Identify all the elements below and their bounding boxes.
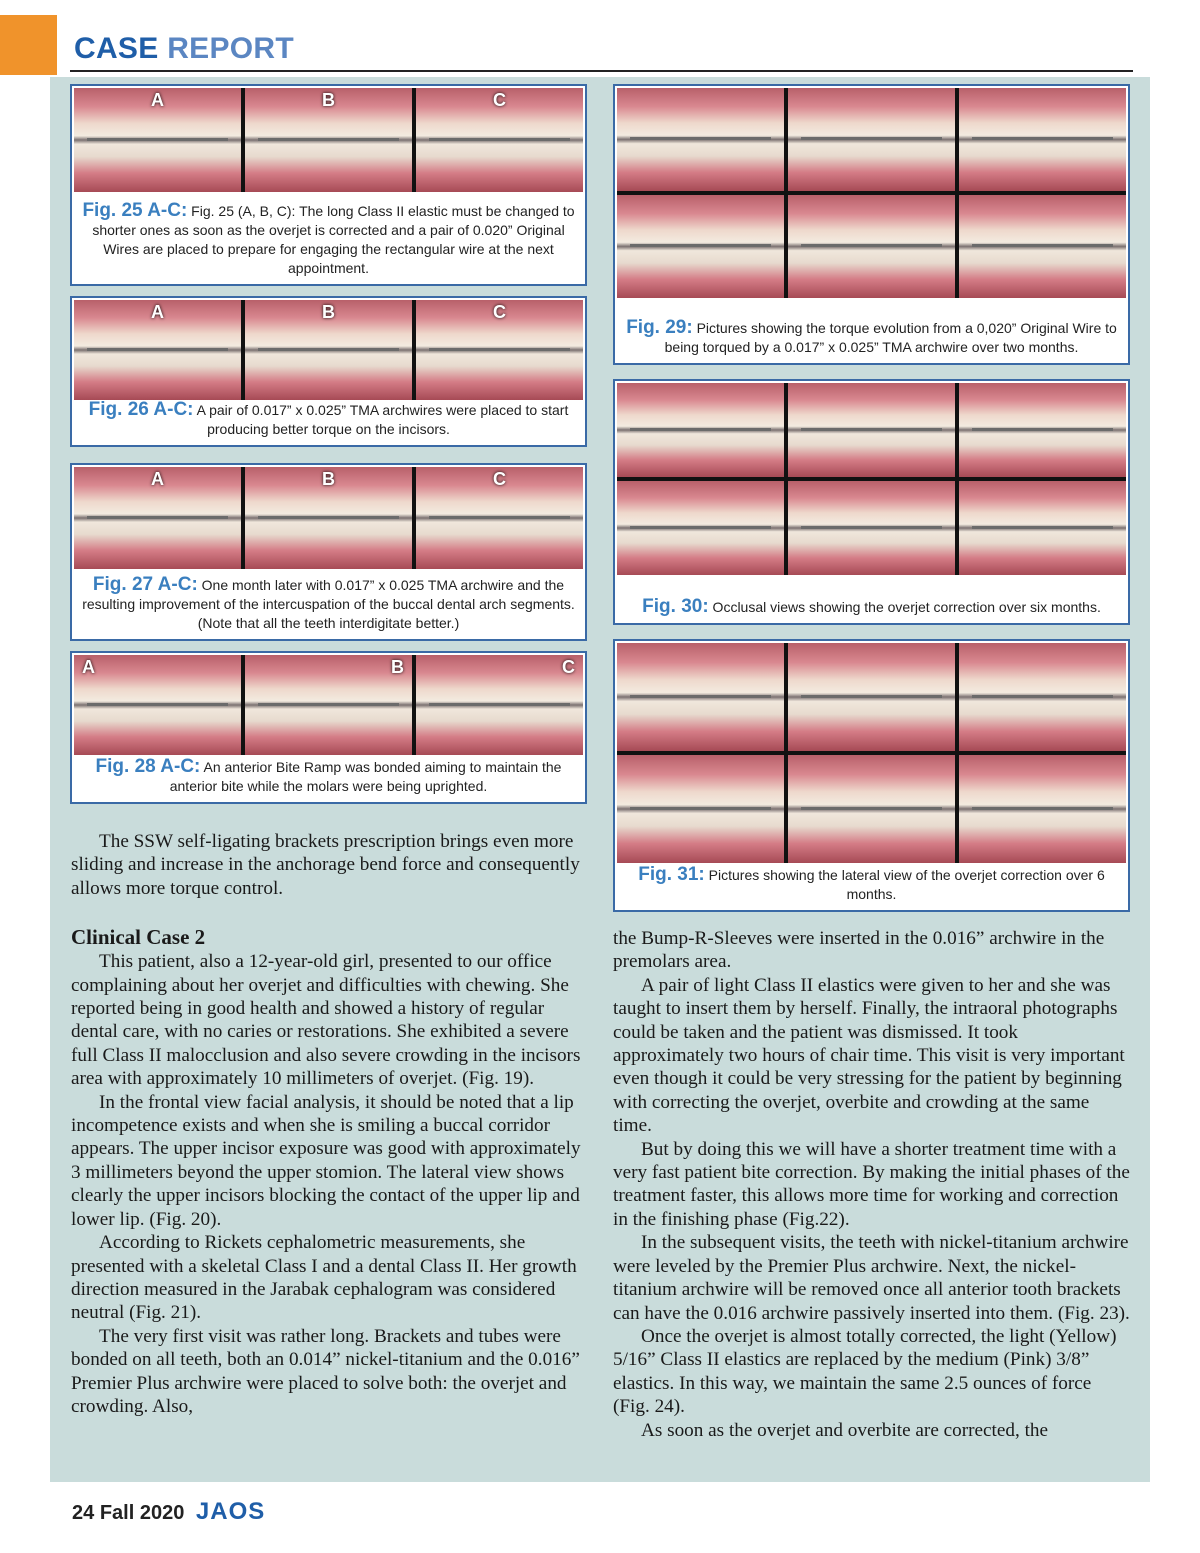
figure-28-photo-b (245, 655, 412, 755)
figure-25-photo-a (74, 88, 241, 192)
paragraph: The SSW self-ligating brackets prescription brings even more sliding and increase in the anchorage bend force and consequently allows more torque control. (71, 831, 580, 899)
figure-30-label: Fig. 30: (642, 596, 709, 617)
figure-31-photo (788, 643, 955, 751)
paragraph: In the frontal view facial analysis, it should be noted that a lip incompetence exists and when she is smiling a buccal corridor appears. The upper incisor exposure was good with approximately 3 millimeters beyond the upper stomion. The lateral view shows clearly the upper incisors blocking the contact of the upper lip and lower lip. (Fig. 20). (71, 1091, 581, 1230)
paragraph: According to Rickets cephalometric measurements, she presented with a skeletal Class I and a dental Class II. Her growth direction measured in the Jarabak cephalogram was considered neutral (Fig. 21). (71, 1232, 577, 1324)
paragraph: As soon as the overjet and overbite are corrected, the (641, 1419, 1049, 1441)
figure-31-photo (959, 643, 1126, 751)
figure-27-photos (74, 467, 583, 569)
figure-28-photo-a (74, 655, 241, 755)
figure-26-text: A pair of 0.017” x 0.025” TMA archwires were placed to start producing better torque on the incisors. (193, 402, 569, 437)
figure-30-photo (788, 481, 955, 575)
figure-28-caption (78, 757, 579, 796)
section-tab-marker (0, 15, 57, 75)
figure-28-photo-c (416, 655, 583, 755)
figure-27 (70, 463, 587, 641)
figure-29-caption (621, 318, 1122, 357)
figure-30-photo (959, 383, 1126, 477)
figure-26-caption (78, 400, 579, 439)
figure-26-photo-c (416, 300, 583, 400)
photo-label: B (322, 302, 335, 322)
right-column-text (613, 927, 1131, 1442)
figure-31-photo (617, 755, 784, 863)
figure-31-label: Fig. 31: (638, 864, 705, 885)
figure-25-label: Fig. 25 A-C: (82, 200, 188, 221)
figure-25-photo-b (245, 88, 412, 192)
figure-31-text: Pictures showing the lateral view of the overjet correction over 6 months. (704, 867, 1105, 902)
figure-25-text: Fig. 25 (A, B, C): The long Class II elastic must be changed to shorter ones as soon as the overjet is corrected and a pair of 0.020” Original Wires are placed to prepare for engaging the rectangular wire at the next appointment. (92, 203, 575, 276)
paragraph: In the subsequent visits, the teeth with nickel-titanium archwire were leveled by the Premier Plus archwire. Next, the nickel-titanium archwire will be removed once all anterior tooth brackets can have the 0.016 archwire passively inserted into them. (Fig. 23). (613, 1232, 1130, 1324)
photo-label: C (493, 469, 506, 489)
figure-26-label: Fig. 26 A-C: (88, 399, 194, 420)
figure-31-photo (617, 643, 784, 751)
paragraph: But by doing this we will have a shorter treatment time with a very fast patient bite correction. By making the initial phases of the treatment faster, this allows more time for working and correction in the finishing phase (Fig.22). (613, 1138, 1130, 1230)
figure-27-label: Fig. 27 A-C: (92, 574, 198, 595)
figure-31-photos (617, 643, 1126, 863)
section-heading: Clinical Case 2 (71, 925, 206, 950)
figure-25-photo-c (416, 88, 583, 192)
paragraph: A pair of light Class II elastics were given to her and she was taught to insert them by herself. Finally, the intraoral photographs could be taken and the patient was dismissed. It took approximately two hours of chair time. This visit is very important even though it could be very stressing for the patient by beginning with correcting the overjet, overbite and crowding at the same time. (613, 974, 1125, 1137)
page-number: 24 (72, 1502, 95, 1524)
photo-label: C (493, 90, 506, 110)
section-title-word1: CASE (74, 32, 159, 65)
figure-26-photos (74, 300, 583, 400)
figure-27-photo-c (416, 467, 583, 569)
paragraph: The very first visit was rather long. Brackets and tubes were bonded on all teeth, both an 0.014” nickel-titanium and the 0.016” Premier Plus archwire were placed to solve both: the overjet and crowding. Also, (71, 1325, 580, 1417)
photo-label: A (151, 90, 164, 110)
paragraph: This patient, also a 12-year-old girl, presented to our office complaining about her overjet and difficulties with chewing. She reported being in good health and showed a history of regular dental care, with no caries or restorations. She exhibited a severe full Class II malocclusion and also severe crowding in the incisors area with approximately 10 millimeters of overjet. (Fig. 19). (71, 951, 581, 1090)
paragraph: the Bump-R-Sleeves were inserted in the 0.016” archwire in the premolars area. (613, 928, 1105, 973)
figure-29-photo (959, 88, 1126, 191)
figure-25 (70, 84, 587, 286)
figure-31-photo (959, 755, 1126, 863)
page-footer (72, 1498, 265, 1526)
photo-label: A (151, 469, 164, 489)
figure-27-photo-a (74, 467, 241, 569)
figure-27-photo-b (245, 467, 412, 569)
figure-30-photo (788, 383, 955, 477)
figure-28-label: Fig. 28 A-C: (95, 756, 201, 777)
photo-label: C (562, 657, 575, 677)
figure-30-photo (959, 481, 1126, 575)
left-column-text (71, 830, 587, 1418)
figure-30-photo (617, 383, 784, 477)
figure-30-photo (617, 481, 784, 575)
photo-label: B (391, 657, 404, 677)
figure-27-text: One month later with 0.017” x 0.025 TMA archwire and the resulting improvement of the intercuspation of the buccal dental arch segments. (Note that all the teeth interdigitate better.) (82, 577, 575, 631)
figure-31 (613, 639, 1130, 912)
figure-29-photo (959, 195, 1126, 298)
figure-25-caption (78, 201, 579, 278)
figure-25-photos (74, 88, 583, 192)
photo-label: B (322, 90, 335, 110)
section-title (74, 32, 294, 66)
header-rule (70, 70, 1133, 72)
figure-30-caption (621, 597, 1122, 617)
issue-date: Fall 2020 (99, 1502, 185, 1524)
figure-29-photo (617, 195, 784, 298)
figure-31-photo (788, 755, 955, 863)
figure-26-photo-a (74, 300, 241, 400)
figure-29-photo (617, 88, 784, 191)
figure-26 (70, 296, 587, 447)
figure-28 (70, 651, 587, 804)
photo-label: A (151, 302, 164, 322)
paragraph: Once the overjet is almost totally corrected, the light (Yellow) 5/16” Class II elastics are replaced by the medium (Pink) 3/8” elastics. In this way, we maintain the same 2.5 ounces of force (Fig. 24). (613, 1325, 1117, 1418)
figure-30-photos (617, 383, 1126, 575)
figure-26-photo-b (245, 300, 412, 400)
section-title-word2: REPORT (167, 32, 295, 65)
figure-29 (613, 84, 1130, 365)
figure-29-label: Fig. 29: (626, 317, 693, 338)
figure-29-photo (788, 195, 955, 298)
photo-label: A (82, 657, 95, 677)
figure-28-text: An anterior Bite Ramp was bonded aiming to maintain the anterior bite while the molars were being uprighted. (169, 759, 562, 794)
figure-29-text: Pictures showing the torque evolution from a 0,020” Original Wire to being torqued by a 0.017” x 0.025” TMA archwire over two months. (664, 320, 1117, 355)
photo-label: C (493, 302, 506, 322)
figure-30-text: Occlusal views showing the overjet correction over six months. (708, 599, 1101, 615)
figure-27-caption (78, 575, 579, 633)
figure-28-photos (74, 655, 583, 755)
photo-label: B (322, 469, 335, 489)
journal-name: JAOS (195, 1498, 266, 1525)
figure-29-photo (788, 88, 955, 191)
figure-31-caption (621, 865, 1122, 904)
figure-30 (613, 379, 1130, 625)
figure-29-photos (617, 88, 1126, 298)
